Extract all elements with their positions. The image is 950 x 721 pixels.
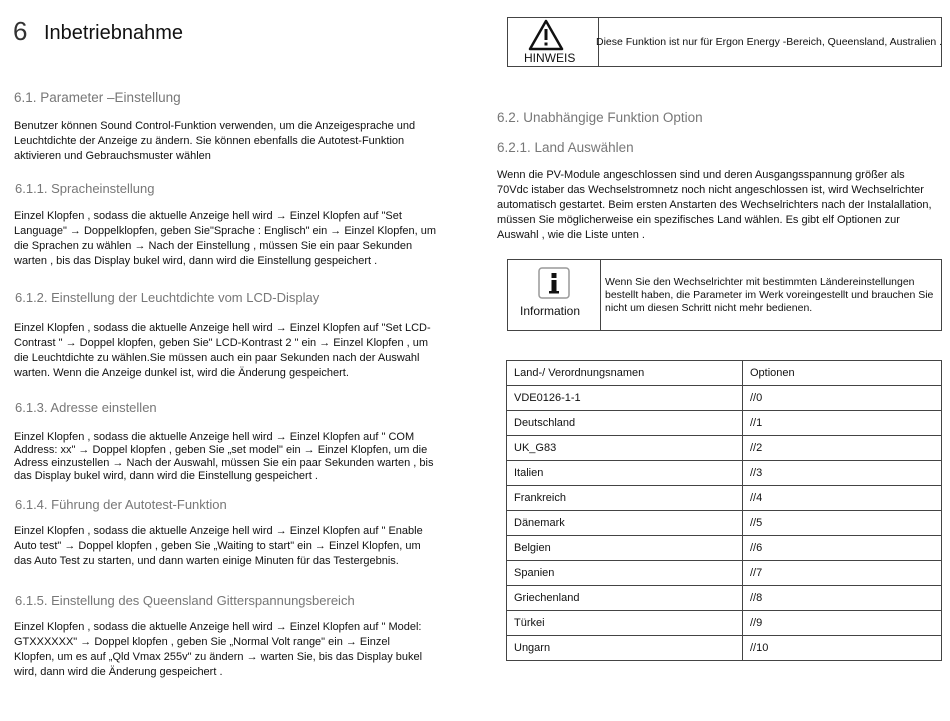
- table-row: [507, 536, 942, 561]
- text-line: die Leuchtdichte zu wählen.Sie müssen auch ein paar Sekunden nach der Auswahl: [14, 352, 420, 364]
- section-6-1-4-heading: 6.1.4. Führung der Autotest-Funktion: [15, 497, 227, 512]
- table-row: [507, 561, 942, 586]
- table-cell: //1: [743, 411, 942, 436]
- table-row: [507, 636, 942, 661]
- text-line: Einzel Klopfen , sodass die aktuelle Anzeige hell wird → Einzel Klopfen auf " Enable: [14, 525, 423, 537]
- table-cell: //5: [743, 511, 942, 536]
- text-line: warten. Wenn die Anzeige dunkel ist, wird die Änderung gespeichert.: [14, 367, 349, 379]
- info-text: Wenn Sie den Wechselrichter mit bestimmten Ländereinstellungen bestellt haben, die Parameter im Werk voreingestellt und brauchen Sie nicht um diesen Schritt nicht mehr bedienen.: [605, 276, 934, 314]
- section-6-1-3-text: [14, 431, 439, 483]
- text-line: wird, dann wird die Änderung gespeichert .: [14, 666, 223, 678]
- section-6-1-5-heading: 6.1.5. Einstellung des Queensland Gitterspannungsbereich: [15, 593, 355, 608]
- warning-label: HINWEIS: [524, 51, 576, 65]
- table-header-row: [507, 361, 942, 386]
- info-label: Information: [520, 304, 581, 318]
- section-6-1-3-heading: 6.1.3. Adresse einstellen: [15, 400, 157, 415]
- table-cell: UK_G83: [507, 436, 743, 461]
- text-line: das Display bukel wird, dann wird die Einstellung gespeichert .: [14, 470, 318, 482]
- section-6-1-4-text: [14, 524, 439, 569]
- section-6-2-1-heading: 6.2.1. Land Auswählen: [497, 140, 634, 155]
- warning-icon-cell: [508, 18, 599, 66]
- section-6-1-2-heading: 6.1.2. Einstellung der Leuchtdichte vom LCD-Display: [15, 290, 320, 305]
- chapter-number: 6: [13, 16, 28, 46]
- info-icon: [538, 267, 570, 299]
- text-line: Einzel Klopfen , sodass die aktuelle Anzeige hell wird → Einzel Klopfen auf "Set: [14, 210, 402, 222]
- table-cell: //8: [743, 586, 942, 611]
- table-row: [507, 586, 942, 611]
- warning-icon: [528, 19, 564, 51]
- section-6-1-heading: 6.1. Parameter –Einstellung: [14, 90, 181, 105]
- table-row: [507, 461, 942, 486]
- section-6-2-heading: 6.2. Unabhängige Funktion Option: [497, 110, 703, 125]
- table-cell: Türkei: [507, 611, 743, 636]
- text-line: GTXXXXXX" → Doppel klopfen , geben Sie „Normal Volt range" ein → Einzel: [14, 636, 390, 648]
- information-notice: [507, 259, 942, 331]
- table-row: [507, 411, 942, 436]
- table-cell: //4: [743, 486, 942, 511]
- text-line: Einzel Klopfen , sodass die aktuelle Anzeige hell wird → Einzel Klopfen auf " COM: [14, 431, 415, 443]
- section-6-1-1-heading: 6.1.1. Spracheinstellung: [15, 181, 155, 196]
- table-row: [507, 486, 942, 511]
- table-cell: //9: [743, 611, 942, 636]
- table-row: [507, 511, 942, 536]
- table-header: Optionen: [743, 361, 942, 386]
- section-6-1-5-text: [14, 620, 439, 680]
- text-line: Language" → Doppelklopfen, geben Sie"Sprache : Englisch" ein → Einzel Klopfen, um: [14, 225, 437, 237]
- text-line: Einzel Klopfen , sodass die aktuelle Anzeige hell wird → Einzel Klopfen auf "Set LCD-: [14, 322, 431, 334]
- table-cell: VDE0126-1-1: [507, 386, 743, 411]
- table-cell: //2: [743, 436, 942, 461]
- table-cell: Italien: [507, 461, 743, 486]
- table-row: [507, 436, 942, 461]
- warning-text: Diese Funktion ist nur für Ergon Energy -Bereich, Queensland, Australien .: [596, 36, 943, 48]
- text-line: die Sprachen zu wählen → Nach der Einstellung , müssen Sie ein paar Sekunden: [14, 240, 413, 252]
- text-line: Klopfen, um es auf „Qld Vmax 255v" zu ändern → warten Sie, bis das Display bukel: [14, 651, 423, 663]
- text-line: Auto test" → Doppel klopfen , geben Sie „Waiting to start" ein → Einzel Klopfen, um: [14, 540, 421, 552]
- text-line: automatisch gestartet. Beim ersten Anstarten des Wechselrichters nach der Instalallation,: [497, 199, 932, 211]
- text-line: müssen Sie möglicherweise ein spezifisches Land wählen. Es gibt elf Optionen zur: [497, 214, 900, 226]
- table-cell: Griechenland: [507, 586, 743, 611]
- section-6-1-text: [14, 119, 439, 164]
- text-line: Wenn die PV-Module angeschlossen sind und deren Ausgangsspannung größer als: [497, 169, 905, 181]
- table-cell: //7: [743, 561, 942, 586]
- text-line: Address: xx" → Doppel klopfen , geben Sie „set model" ein → Einzel Klopfen, um die: [14, 444, 428, 456]
- section-6-2-1-text: [497, 168, 942, 243]
- table-cell: //0: [743, 386, 942, 411]
- table-cell: Ungarn: [507, 636, 743, 661]
- warning-notice: [507, 17, 942, 67]
- text-line: Adress einzustellen → Nach der Auswahl, müssen Sie ein paar Sekunden warten , bis: [14, 457, 434, 469]
- text-line: 70Vdc istaber das Wechselstromnetz noch nicht angeschlossen ist, wird Wechselrichter: [497, 184, 924, 196]
- table-cell: Belgien: [507, 536, 743, 561]
- section-6-1-1-text: [14, 209, 439, 269]
- table-row: [507, 611, 942, 636]
- text-line: Einzel Klopfen , sodass die aktuelle Anzeige hell wird → Einzel Klopfen auf " Model:: [14, 621, 422, 633]
- text-line: das Auto Test zu starten, und dann warten einige Minuten für das Testergebnis.: [14, 555, 399, 567]
- text-line: Leuchtdichte der Anzeige zu ändern. Sie können ebenfalls die Autotest-Funktion: [14, 135, 405, 147]
- table-cell: Frankreich: [507, 486, 743, 511]
- table-cell: //6: [743, 536, 942, 561]
- table-header: Land-/ Verordnungsnamen: [507, 361, 743, 386]
- section-6-1-2-text: [14, 321, 439, 381]
- table-row: [507, 386, 942, 411]
- info-icon-cell: [508, 260, 601, 330]
- text-line: aktivieren und Gebrauchsmuster wählen: [14, 150, 211, 162]
- table-cell: Dänemark: [507, 511, 743, 536]
- table-cell: //10: [743, 636, 942, 661]
- table-cell: Deutschland: [507, 411, 743, 436]
- chapter-title: Inbetriebnahme: [44, 22, 183, 44]
- text-line: Auswahl , wie die Liste unten .: [497, 229, 645, 241]
- text-line: Contrast " → Doppel klopfen, geben Sie" LCD-Kontrast 2 " ein → Einzel Klopfen , um: [14, 337, 429, 349]
- text-line: Benutzer können Sound Control-Funktion verwenden, um die Anzeigesprache und: [14, 120, 416, 132]
- table-cell: //3: [743, 461, 942, 486]
- table-cell: Spanien: [507, 561, 743, 586]
- text-line: warten , bis das Display bukel wird, dann wird die Einstellung gespeichert .: [14, 255, 378, 267]
- country-options-table: [506, 360, 942, 661]
